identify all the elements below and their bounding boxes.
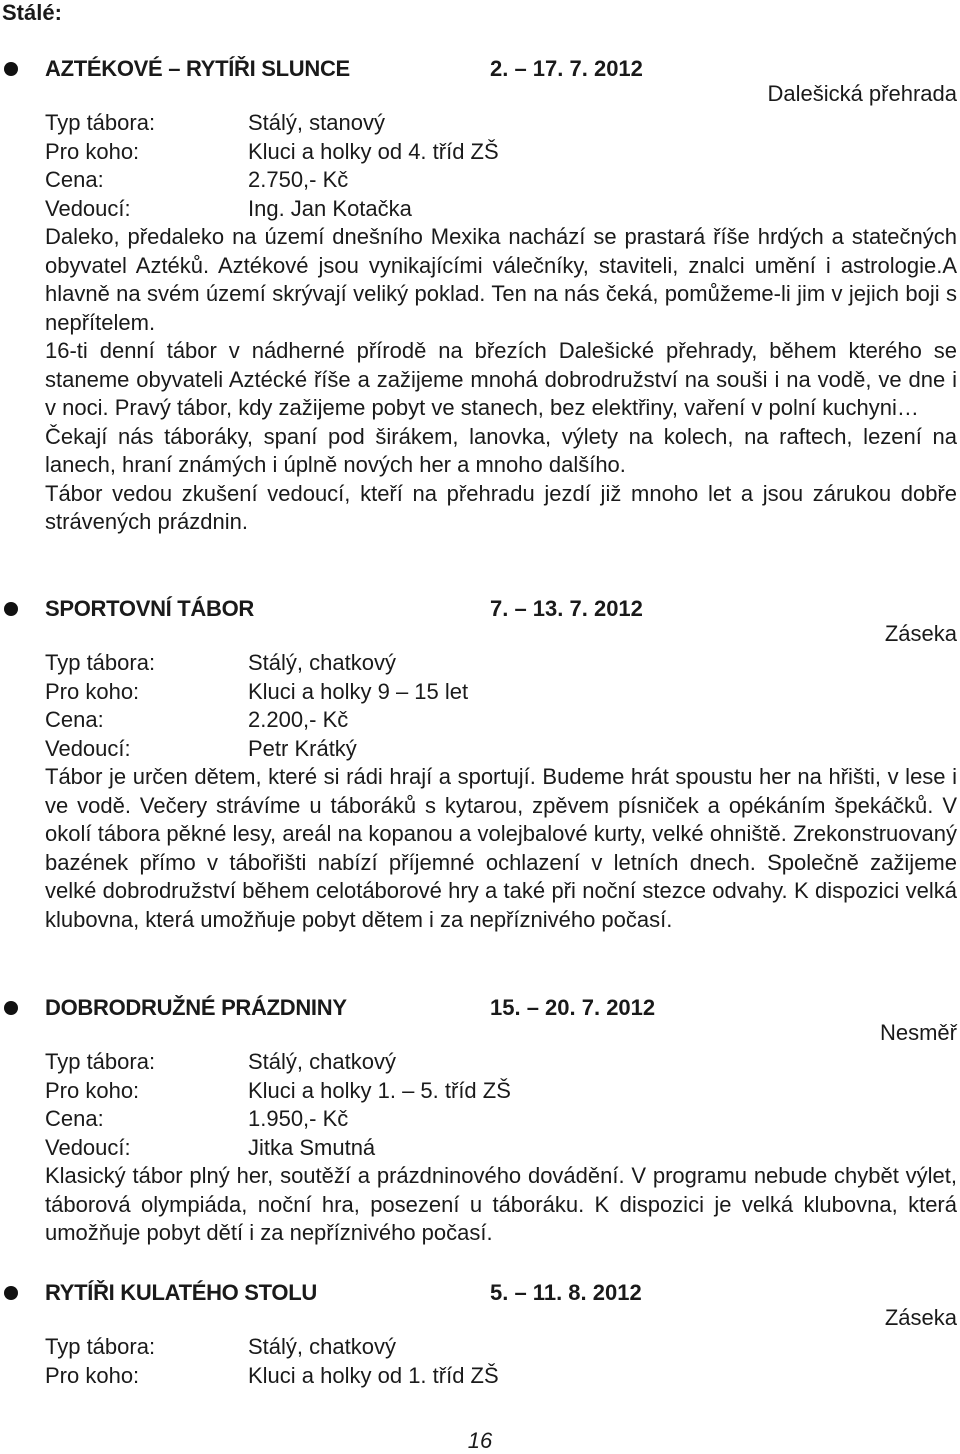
price-value: 2.200,- Kč: [248, 707, 349, 732]
bullet-icon: [4, 1001, 18, 1015]
price-label: Cena:: [45, 1106, 104, 1131]
for-label: Pro koho:: [45, 1362, 140, 1388]
camp-date: 15. – 20. 7. 2012: [490, 995, 656, 1020]
type-label: Typ tábora:: [45, 1334, 156, 1359]
type-value: Stálý, chatkový: [248, 1049, 396, 1074]
bullet-icon: [4, 1286, 18, 1300]
leader-value: Jitka Smutná: [248, 1134, 376, 1160]
for-value: Kluci a holky od 4. tříd ZŠ: [248, 138, 499, 164]
camp-description: [45, 1162, 957, 1248]
leader-label: Vedoucí:: [45, 195, 131, 221]
type-label: Typ tábora:: [45, 650, 156, 675]
description-paragraph: 16-ti denní tábor v nádherné přírodě na březích Dalešické přehrady, během kterého se staneme obyvateli Aztécké říše a zažijeme mnohá dobrodružství na souši i na vodě, ve dne i v noci. Pravý tábor, kdy zažijeme pobyt ve stanech, bez elektřiny, vaření v polní kuchyni…: [45, 338, 957, 420]
page-number: 16: [467, 1428, 493, 1453]
price-value: 1.950,- Kč: [248, 1106, 349, 1131]
description-paragraph: Tábor je určen dětem, které si rádi hrají a sportují. Budeme hrát spoustu her na hřišti, v lese i ve vodě. Večery strávíme u táboráků s kytarou, zpěvem písniček a opékáním špekáčků. V okolí tábora pěkné lesy, areál na kopanou a volejbalové kurty, velké ohniště. Zrekonstruovaný bazének přímo v tábořišti nabízí příjemné ochlazení v letních dnech. Společně zažijeme velké dobrodružství během celotáborové hry a také při noční stezce odvahy. K dispozici velká klubovna, která umožňuje pobyt dětem i za nepříznivého počasí.: [45, 764, 957, 932]
camp-place: Dalešická přehrada: [767, 81, 957, 106]
type-label: Typ tábora:: [45, 110, 156, 135]
description-paragraph: Klasický tábor plný her, soutěží a prázdninového dovádění. V programu nebude chybět výlet, táborová olympiáda, noční hra, posezení u táboráku. K dispozici je velká klubovna, která umožňuje pobyt dětí i za nepříznivého počasí.: [45, 1163, 957, 1245]
leader-label: Vedoucí:: [45, 1134, 131, 1160]
type-value: Stálý, chatkový: [248, 650, 396, 675]
camp-description: [45, 223, 957, 537]
camp-place: Záseka: [884, 1305, 957, 1330]
camp-place: Nesměř: [879, 1020, 957, 1045]
price-label: Cena:: [45, 707, 104, 732]
leader-label: Vedoucí:: [45, 735, 131, 761]
for-label: Pro koho:: [45, 678, 140, 704]
camp-date: 5. – 11. 8. 2012: [490, 1280, 642, 1305]
camp-title: SPORTOVNÍ TÁBOR: [45, 596, 255, 621]
camp-description: [45, 763, 957, 934]
camp-date: 7. – 13. 7. 2012: [490, 596, 643, 621]
camp-title: RYTÍŘI KULATÉHO STOLU: [45, 1280, 317, 1305]
for-label: Pro koho:: [45, 1077, 140, 1103]
for-value: Kluci a holky 1. – 5. tříd ZŠ: [248, 1077, 511, 1103]
price-label: Cena:: [45, 167, 104, 192]
for-value: Kluci a holky 9 – 15 let: [248, 678, 469, 704]
type-label: Typ tábora:: [45, 1049, 156, 1074]
camp-title: DOBRODRUŽNÉ PRÁZDNINY: [45, 995, 347, 1020]
for-label: Pro koho:: [45, 138, 140, 164]
description-paragraph: Daleko, předaleko na území dnešního Mexika nachází se prastará říše hrdých a statečných obyvatel Aztéků. Aztékové jsou vynikajícími válečníky, staviteli, znalci umění i astrologie.A hlavně na svém území skrývají veliký poklad. Ten na nás čeká, pomůžeme-li jim v jejich boji s nepřítelem.: [45, 224, 957, 335]
camp-date: 2. – 17. 7. 2012: [490, 56, 643, 81]
bullet-icon: [4, 602, 18, 616]
type-value: Stálý, stanový: [248, 110, 385, 135]
page-heading: Stálé:: [2, 0, 62, 25]
description-paragraph: Čekají nás táboráky, spaní pod širákem, lanovka, výlety na kolech, na raftech, lezení na lanech, hraní známých i úplně nových her a mnoho dalšího.: [45, 423, 957, 477]
camp-place: Záseka: [884, 621, 957, 646]
bullet-icon: [4, 62, 18, 76]
leader-value: Ing. Jan Kotačka: [248, 195, 412, 221]
camp-title: AZTÉKOVÉ – RYTÍŘI SLUNCE: [45, 56, 350, 81]
description-paragraph: Tábor vedou zkušení vedoucí, kteří na přehradu jezdí již mnoho let a jsou zárukou dobře strávených prázdnin.: [45, 480, 957, 534]
price-value: 2.750,- Kč: [248, 167, 349, 192]
for-value: Kluci a holky od 1. tříd ZŠ: [248, 1362, 499, 1388]
leader-value: Petr Krátký: [248, 735, 357, 761]
type-value: Stálý, chatkový: [248, 1334, 396, 1359]
